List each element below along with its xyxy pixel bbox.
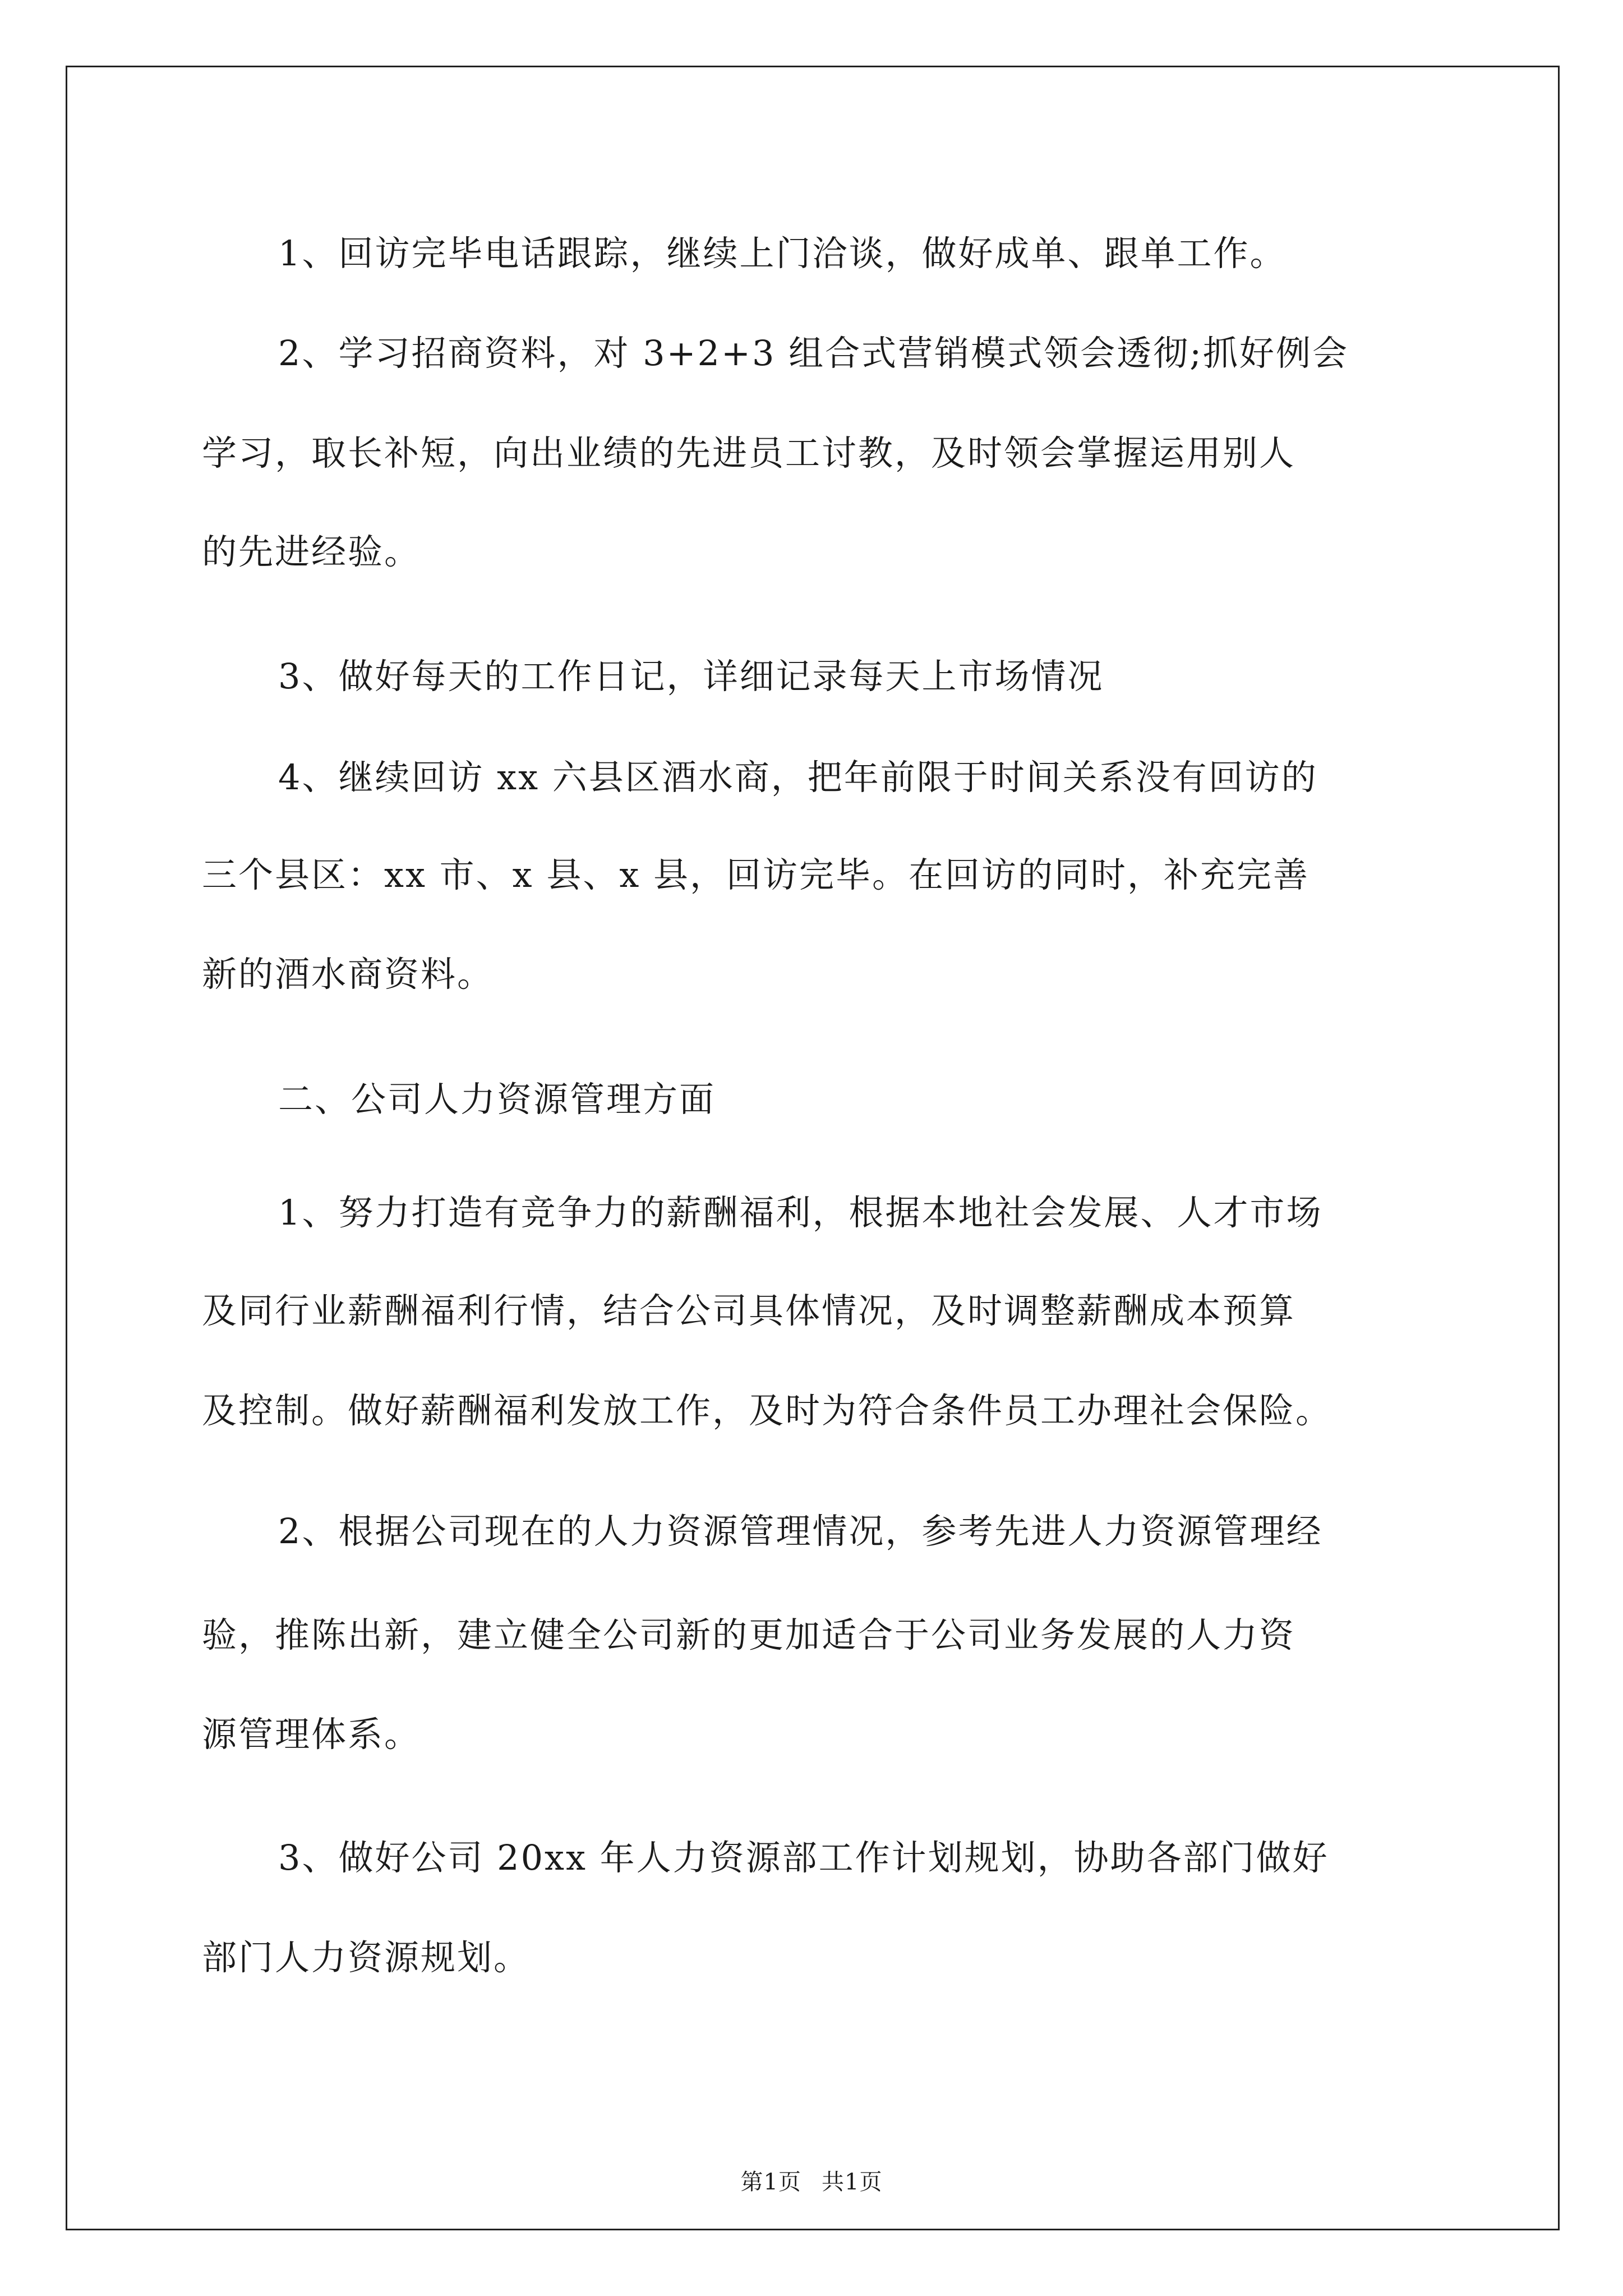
text-line: 1、回访完毕电话跟踪，继续上门洽谈，做好成单、跟单工作。 (278, 233, 1287, 274)
text-line: 4、继续回访 xx 六县区酒水商，把年前限于时间关系没有回访的 (278, 757, 1318, 798)
page-footer (0, 2168, 1623, 2196)
text-line: 2、学习招商资料，对 3+2+3 组合式营销模式领会透彻;抓好例会 (278, 333, 1349, 374)
text-line: 源管理体系。 (202, 1714, 421, 1755)
page-total: 共1页 (822, 2169, 883, 2195)
text-line: 的先进经验。 (202, 531, 421, 572)
text-line: 3、做好每天的工作日记，详细记录每天上市场情况 (278, 656, 1104, 697)
section-heading: 二、公司人力资源管理方面 (278, 1079, 716, 1120)
text-line: 验，推陈出新，建立健全公司新的更加适合于公司业务发展的人力资 (202, 1614, 1296, 1655)
text-line: 三个县区：xx 市、x 县、x 县，回访完毕。在回访的同时，补充完善 (202, 854, 1310, 895)
page-border (66, 66, 1560, 2230)
text-line: 2、根据公司现在的人力资源管理情况，参考先进人力资源管理经 (278, 1511, 1323, 1552)
text-line: 新的酒水商资料。 (202, 954, 494, 995)
text-line: 及控制。做好薪酬福利发放工作，及时为符合条件员工办理社会保险。 (202, 1390, 1332, 1431)
text-line: 3、做好公司 20xx 年人力资源部工作计划规划，协助各部门做好 (278, 1837, 1329, 1878)
text-line: 学习，取长补短，向出业绩的先进员工讨教，及时领会掌握运用别人 (202, 432, 1296, 473)
page-number: 第1页 (740, 2169, 801, 2195)
text-line: 1、努力打造有竞争力的薪酬福利，根据本地社会发展、人才市场 (278, 1192, 1323, 1233)
text-line: 部门人力资源规划。 (202, 1937, 531, 1978)
text-line: 及同行业薪酬福利行情，结合公司具体情况，及时调整薪酬成本预算 (202, 1290, 1296, 1331)
